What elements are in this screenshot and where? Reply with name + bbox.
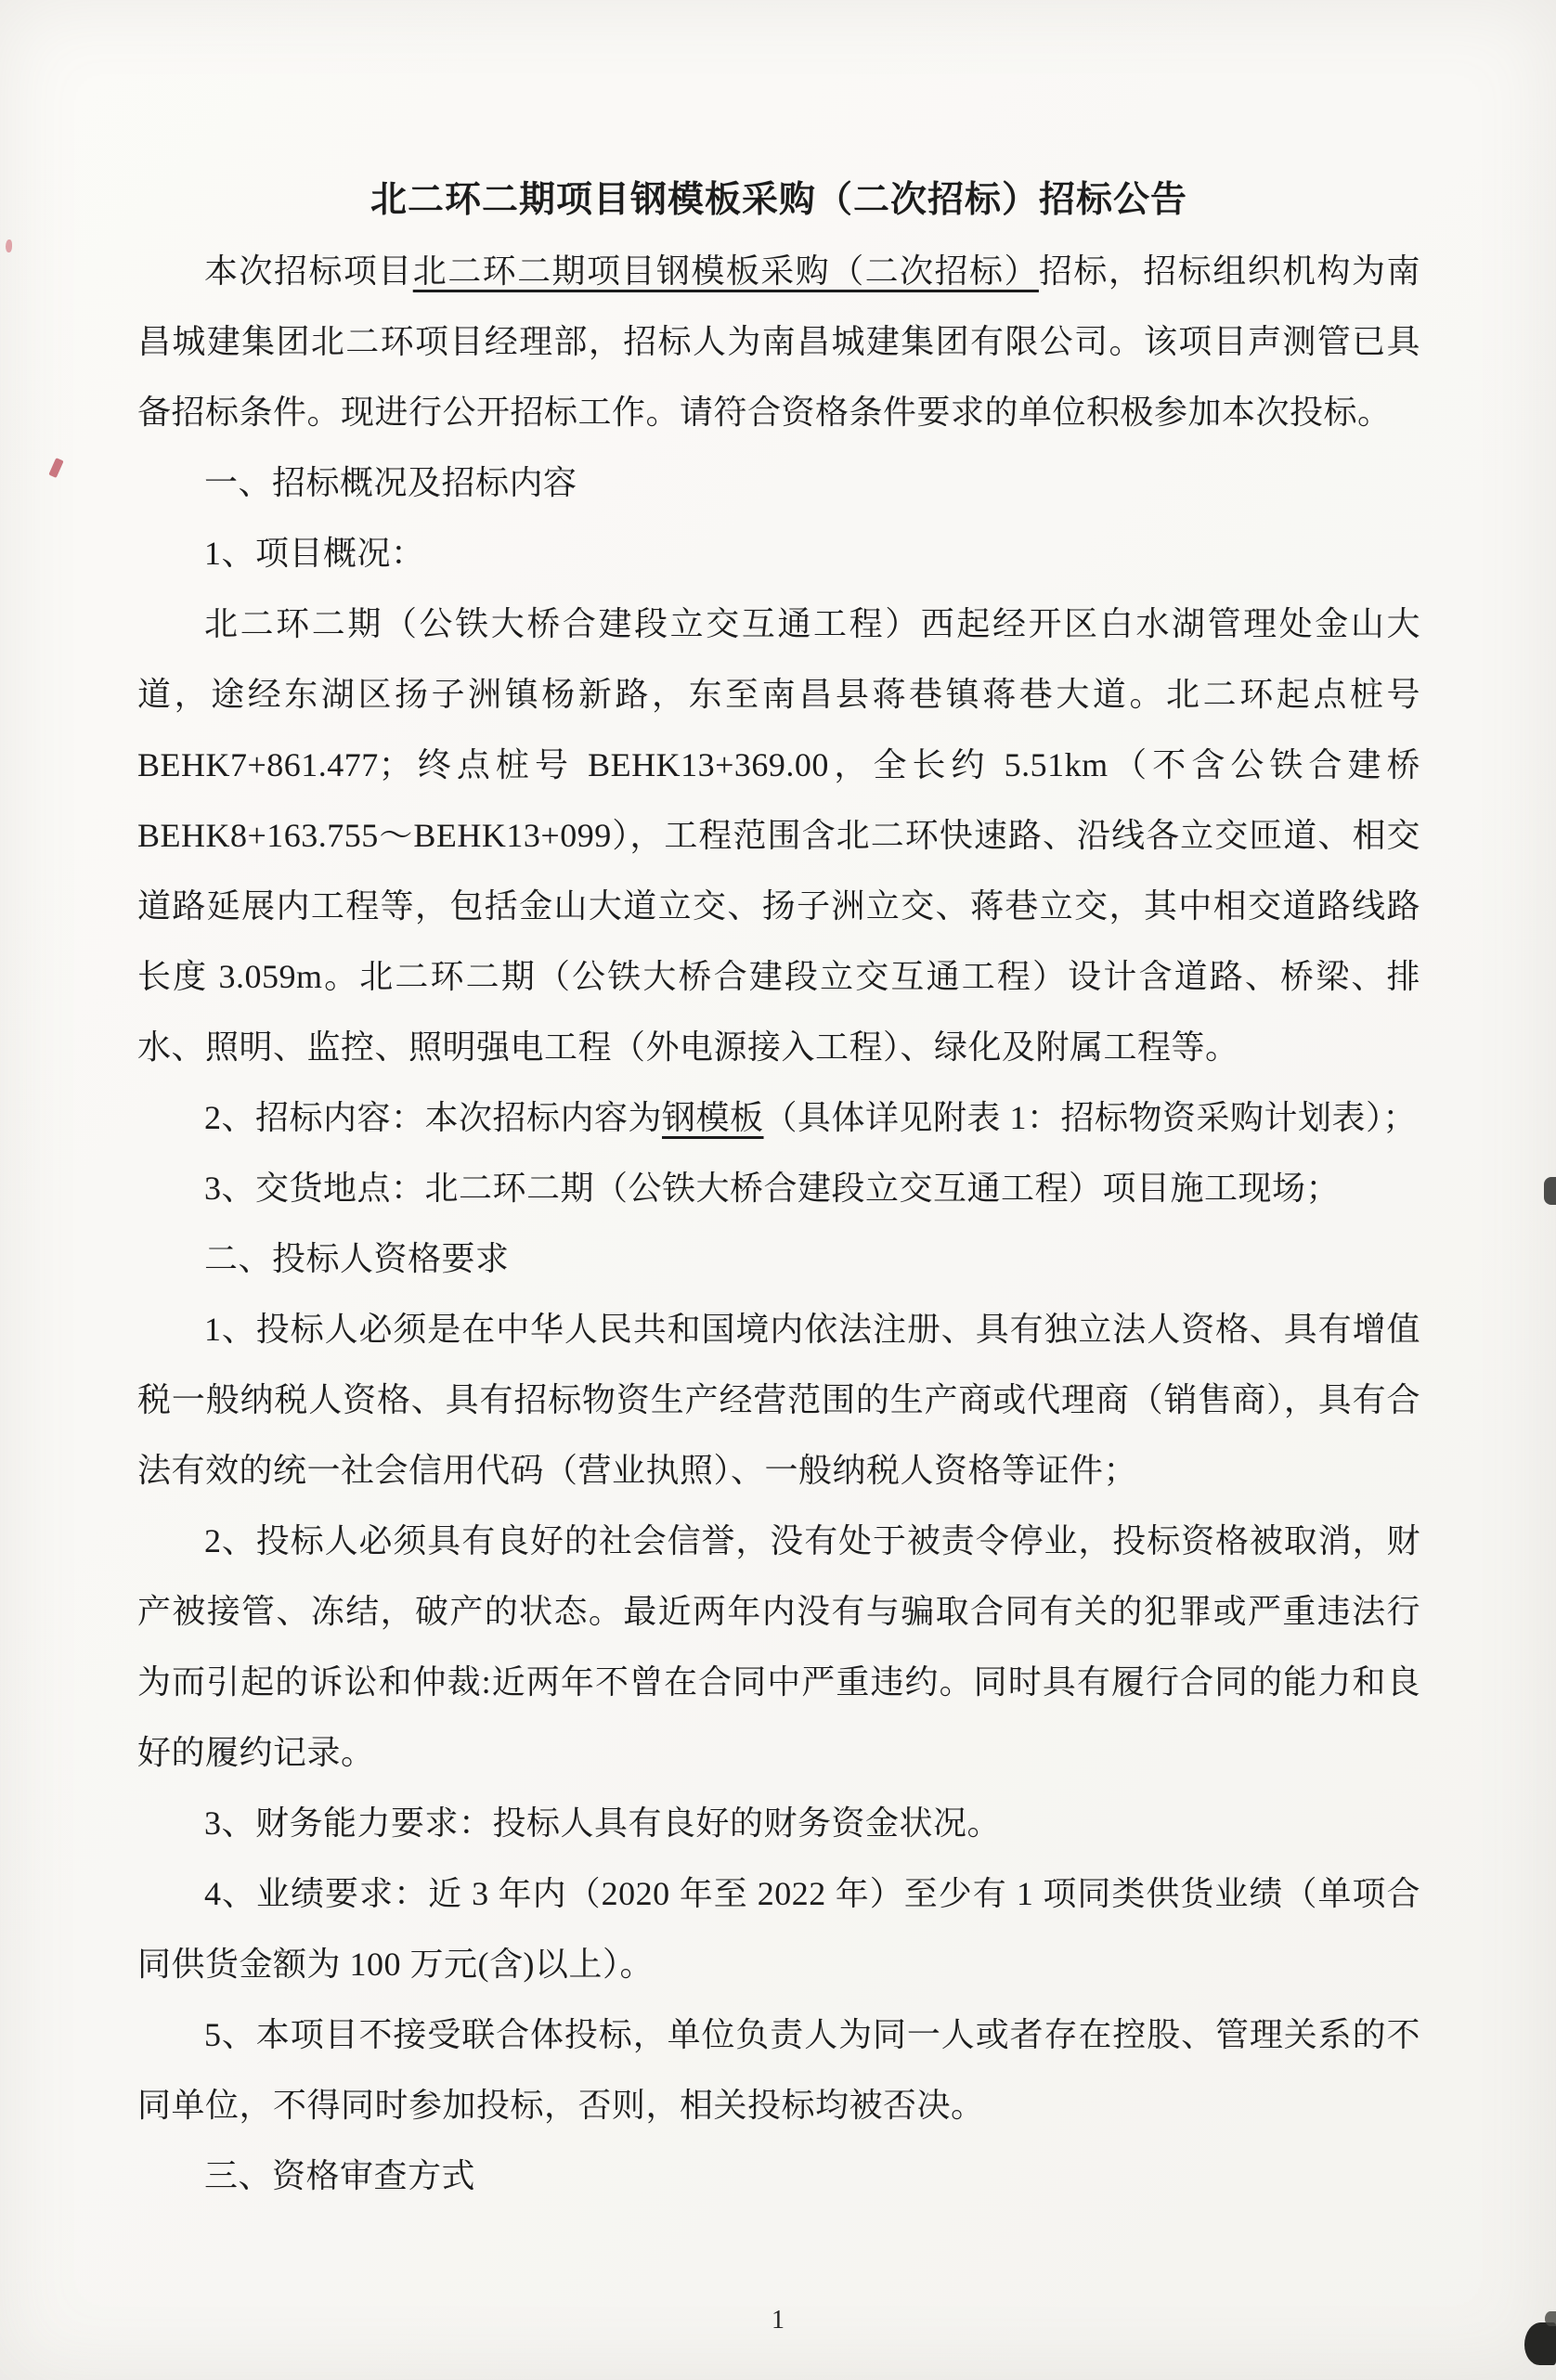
section1-heading: 一、招标概况及招标内容 [204,464,577,501]
section3-heading: 三、资格审查方式 [204,2157,476,2194]
section2-item1: 1、投标人必须是在中华人民共和国境内依法注册、具有独立法人资格、具有增值税一般纳税人资格、具有招标物资生产经营范围的生产商或代理商（销售商），具有合法有效的统一社会信用代码（营业执照）、一般纳税人资格等证件； [137,1311,1420,1489]
section2-item5: 5、本项目不接受联合体投标，单位负责人为同一人或者存在控股、管理关系的不同单位，不得同时参加投标，否则，相关投标均被否决。 [137,2016,1420,2124]
document-title: 北二环二期项目钢模板采购（二次招标）招标公告 [370,180,1187,220]
section2-item3: 3、财务能力要求：投标人具有良好的财务资金状况。 [204,1804,1002,1842]
section1-item2-pre: 2、招标内容：本次招标内容为 [204,1099,663,1136]
section2-item2: 2、投标人必须具有良好的社会信誉，没有处于被责令停业，投标资格被取消，财产被接管、冻结，破产的状态。最近两年内没有与骗取合同有关的犯罪或严重违法行为而引起的诉讼和仲裁:近两年不曾在合同中严重违约。同时具有履行合同的能力和良好的履约记录。 [137,1522,1420,1771]
intro-text-post: 招标，招标组织机构为南昌城建集团北二环项目经理部，招标人为南昌城建集团有限公司。该项目声测管已具备招标条件。现进行公开招标工作。请符合资格条件要求的单位积极参加本次投标。 [137,252,1420,431]
section2-heading: 二、投标人资格要求 [204,1240,510,1277]
section2-item4: 4、业绩要求：近 3 年内（2020 年至 2022 年）至少有 1 项同类供货业绩（单项合同供货金额为 100 万元(含)以上）。 [137,1875,1420,1983]
section1-item1-body: 北二环二期（公铁大桥合建段立交互通工程）西起经开区白水湖管理处金山大道，途经东湖区扬子洲镇杨新路，东至南昌县蒋巷镇蒋巷大道。北二环起点桩号 BEHK7+861.477；终点桩号 BEHK13+369.00，全长约 5.51km（不含公铁合建桥 BEHK8+163.755～BEHK13+099），工程范围含北二环快速路、沿线各立交匝道、相交道路延展内工程等，包括金山大道立交、扬子洲立交、蒋巷立交，其中相交道路线路长度 3.059m。北二环二期（公铁大桥合建段立交互通工程）设计含道路、桥梁、排水、照明、监控、照明强电工程（外电源接入工程）、绿化及附属工程等。 [137,605,1420,1066]
section1-item2 [137,1082,1420,1153]
section1-item2-post: （具体详见附表 1：招标物资采购计划表）； [763,1099,1418,1136]
page-number: 1 [772,2306,784,2335]
section1-item1-label: 1、项目概况： [204,535,425,572]
document-body [137,165,1420,2211]
intro-project-name-underlined: 北二环二期项目钢模板采购（二次招标） [412,252,1039,290]
section1-item2-underlined: 钢模板 [662,1099,764,1136]
section1-item3: 3、交货地点：北二环二期（公铁大桥合建段立交互通工程）项目施工现场； [204,1170,1341,1207]
intro-paragraph [137,236,1420,447]
intro-text-pre: 本次招标项目 [204,252,413,290]
